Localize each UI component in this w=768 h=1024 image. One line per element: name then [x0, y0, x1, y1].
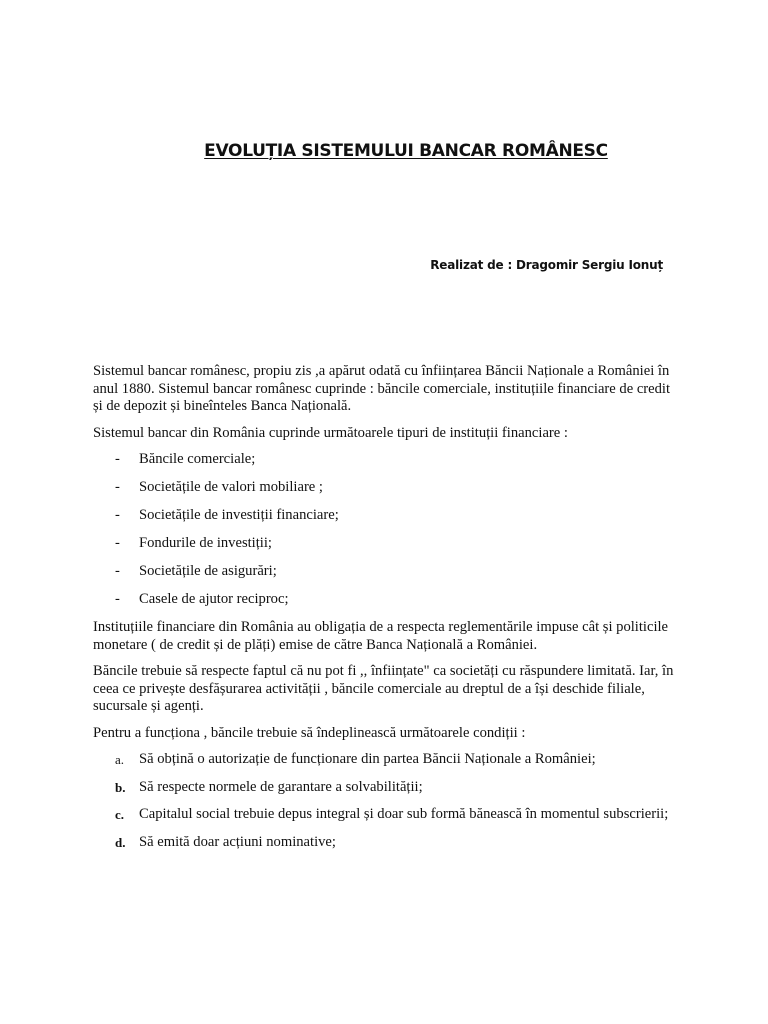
list-item-text: Să emită doar acțiuni nominative;	[139, 833, 336, 850]
list-marker: -	[115, 591, 120, 607]
document-title: EVOLUȚIA SISTEMULUI BANCAR ROMÂNESC	[204, 141, 608, 161]
list-item	[93, 834, 683, 852]
list-marker: -	[115, 507, 120, 523]
list-item	[93, 751, 683, 769]
list-item-text: Capitalul social trebuie depus integral și doar sub formă bănească în momentul subscrierii;	[139, 806, 669, 822]
list-item-text: Fondurile de investiții;	[139, 535, 272, 551]
list-item-text: Societățile de valori mobiliare ;	[139, 479, 323, 495]
list-marker: -	[115, 479, 120, 495]
author-line: Realizat de : Dragomir Sergiu Ionuț	[430, 258, 663, 272]
list-item-text: Să obțină o autorizație de funcționare din partea Băncii Naționale a României;	[139, 751, 596, 767]
list-item-text: Băncile comerciale;	[139, 451, 256, 467]
list-item	[93, 591, 683, 608]
list-item	[93, 535, 683, 552]
conditions-list	[93, 751, 683, 851]
list-item	[93, 779, 683, 797]
list-marker: a.	[115, 752, 125, 767]
list-item-text: Societățile de asigurări;	[139, 563, 277, 579]
institution-types-intro: Sistemul bancar din România cuprinde următoarele tipuri de instituții financiare :	[93, 424, 568, 441]
list-marker: d.	[115, 834, 126, 850]
institution-types-list	[93, 451, 683, 608]
list-item	[93, 451, 683, 468]
conditions-intro: Pentru a funcționa , băncile trebuie să îndeplinească următoarele condiții :	[93, 724, 526, 741]
list-item	[93, 479, 683, 496]
bank-structure-paragraph: Băncile trebuie să respecte faptul că nu pot fi ,, înființate" ca societăți cu răspundere limitată. Iar, în ceea ce privește desfășurarea activității , băncile comerciale au dreptul de a își deschide filiale, sucursale și agenți.	[93, 663, 674, 714]
list-marker: -	[115, 563, 120, 579]
list-marker: b.	[115, 779, 126, 795]
list-item	[93, 806, 683, 824]
list-item-text: Să respecte normele de garantare a solvabilității;	[139, 778, 423, 795]
list-item-text: Casele de ajutor reciproc;	[139, 591, 289, 607]
list-marker: -	[115, 451, 120, 467]
list-item	[93, 563, 683, 580]
list-marker: -	[115, 535, 120, 551]
list-item-text: Societățile de investiții financiare;	[139, 507, 339, 523]
intro-paragraph: Sistemul bancar românesc, propiu zis ,a apărut odată cu înființarea Băncii Naționale a României în anul 1880. Sistemul bancar românesc cuprinde : băncile comerciale, instituțiile financiare de credit și de depozit și bineînteles Banca Națională.	[93, 363, 671, 414]
list-item	[93, 507, 683, 524]
document-body	[93, 363, 683, 861]
obligations-paragraph: Instituțiile financiare din România au obligația de a respecta reglementările impuse cât și politicile monetare ( de credit și de plăți) emise de către Banca Națională a României.	[93, 619, 669, 653]
list-marker: c.	[115, 807, 125, 822]
